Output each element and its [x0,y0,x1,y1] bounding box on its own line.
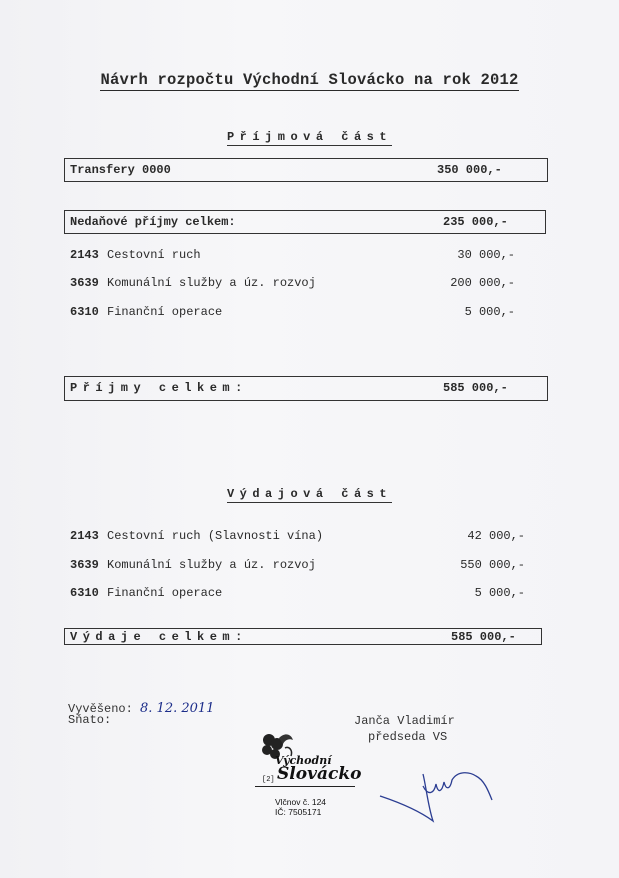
stamp-line1: Východní [275,754,332,767]
removed-label: Sňato: [68,713,112,727]
income-heading: Příjmová část [226,130,393,144]
stamp-line2: Slovácko [277,764,362,784]
expense-heading: Výdajová část [226,487,393,501]
posted-label: Vyvěšeno: [68,702,133,716]
page-title: Návrh rozpočtu Východní Slovácko na rok 2012 [100,71,519,89]
expense-name: Cestovní ruch (Slavnosti vína) [107,529,324,543]
signature-scribble [378,766,498,826]
expense-value: 42 000,- [467,529,525,543]
transfer-value: 350 000,- [437,163,502,177]
transfer-box [64,158,548,182]
signer-role: předseda VS [368,730,448,744]
expense-total-label: Výdaje celkem: [70,630,248,644]
income-value: 200 000,- [450,276,515,290]
income-value: 30 000,- [457,248,515,262]
transfer-label: Transfery 0000 [70,163,171,177]
income-name: Komunální služby a úz. rozvoj [107,276,316,290]
income-code: 2143 [70,248,99,262]
income-name: Finanční operace [107,305,223,319]
stamp-number: [2] [262,776,275,784]
non-tax-box [64,210,546,234]
stamp-ic: IČ: 7505171 [275,807,322,817]
expense-name: Komunální služby a úz. rozvoj [107,558,316,572]
expense-code: 3639 [70,558,99,572]
expense-code: 2143 [70,529,99,543]
expense-name: Finanční operace [107,586,223,600]
income-value: 5 000,- [464,305,515,319]
expense-value: 550 000,- [460,558,525,572]
stamp-address: Vlčnov č. 124 [275,797,327,807]
non-tax-value: 235 000,- [443,215,508,229]
expense-code: 6310 [70,586,99,600]
stamp-divider [255,786,355,787]
expense-total-value: 585 000,- [451,630,516,644]
income-total-label: Příjmy celkem: [70,381,248,395]
income-code: 6310 [70,305,99,319]
income-name: Cestovní ruch [107,248,201,262]
posted-date: 8. 12. 2011 [140,701,215,716]
organization-stamp [255,728,362,820]
signer-name: Janča Vladimír [354,714,455,728]
expense-total-box [64,628,542,645]
income-total-value: 585 000,- [443,381,508,395]
income-code: 3639 [70,276,99,290]
income-total-box [64,376,548,401]
expense-value: 5 000,- [474,586,525,600]
non-tax-label: Nedaňové příjmy celkem: [70,215,236,229]
